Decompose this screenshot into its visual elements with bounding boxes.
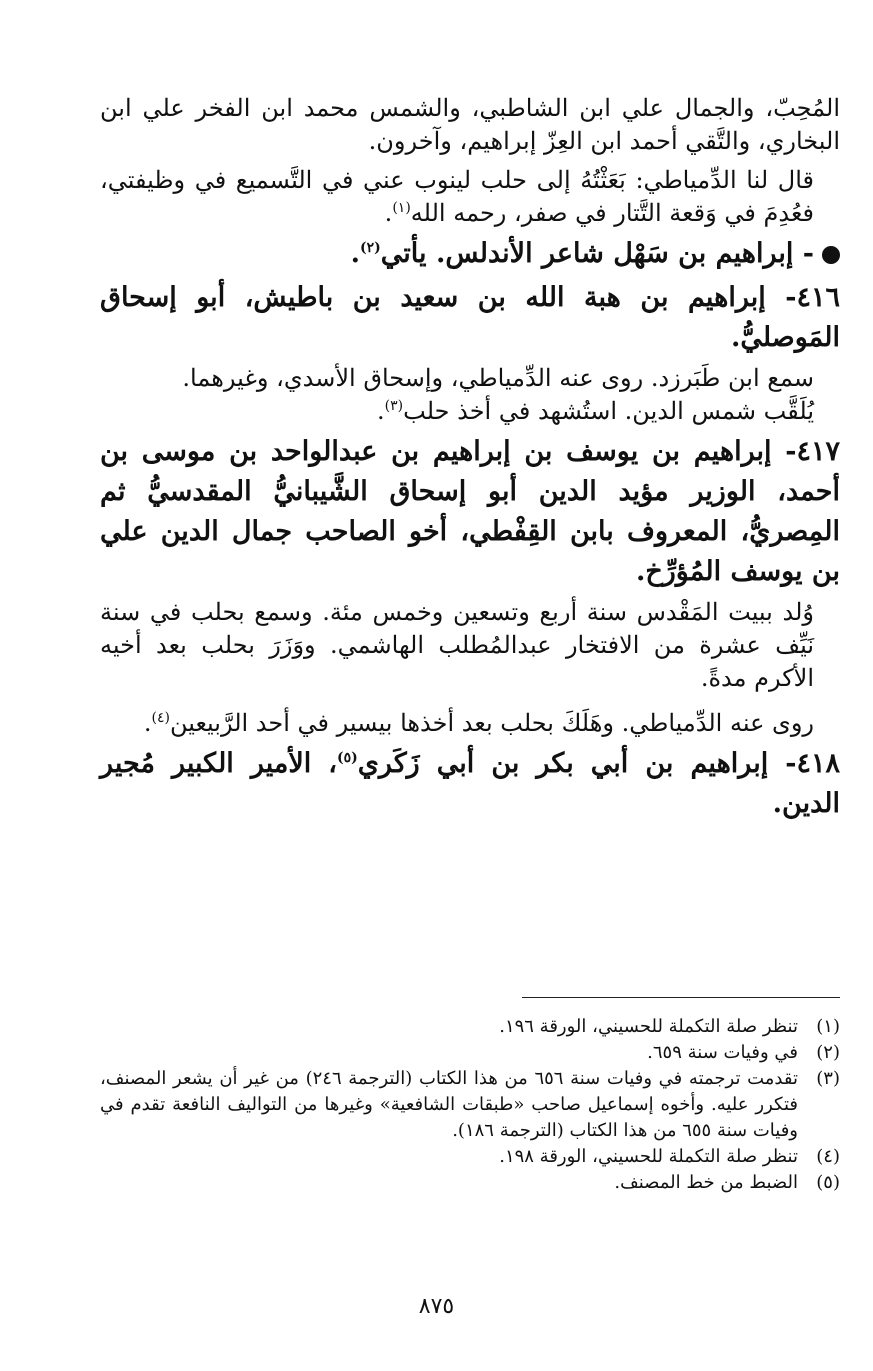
footnote-ref-3[interactable]: (٣) [384, 398, 404, 414]
entry-title: إبراهيم بن يوسف بن إبراهيم بن عبدالواحد بن موسى بن أحمد، الوزير مؤيد الدين أبو إسحاق الشَّيبانيُّ المقدسيُّ ثم المِصريُّ، المعروف بابن القِفْطي، أخو الصاحب جمال الدين علي بن يوسف المُؤرِّخ. [100, 436, 840, 587]
footnote-text: تنظر صلة التكملة للحسيني، الورقة ١٩٦. [499, 1016, 798, 1037]
entry-number: ٤١٨- [785, 748, 841, 779]
footnote-mark: (١) [816, 1016, 840, 1037]
entry-number: ٤١٦- [785, 282, 840, 313]
footnote-item [100, 1040, 840, 1066]
entry-417-heading [100, 432, 840, 592]
footnote-ref-2[interactable]: (٢) [360, 240, 381, 256]
entry-title: إبراهيم بن أبي بكر بن أبي زَكَري [357, 748, 769, 779]
paragraph-continuation: المُحِبّ، والجمال علي ابن الشاطبي، والشمس محمد ابن الفخر علي ابن البخاري، والتَّقي أحمد ابن العِزّ إبراهيم، وآخرون. [100, 94, 840, 155]
footnote-ref-5[interactable]: (٥) [337, 750, 358, 766]
footnote-mark: (٤) [816, 1146, 840, 1167]
entry-number: ٤١٧- [785, 436, 840, 467]
entry-416-heading [100, 278, 840, 358]
footnote-separator [522, 997, 840, 998]
paragraph-dimyati-quote: قال لنا الدِّمياطي: بَعَثْتُهُ إلى حلب لينوب عني في التَّسميع في وظيفتي، فعُدِمَ في وَقعة التَّتار في صفر، رحمه الله$^{(١)}$. [100, 166, 814, 227]
footnote-mark: (٥) [816, 1172, 840, 1193]
footnote-item [100, 1066, 840, 1144]
page-number: ٨٧٥ [418, 1294, 455, 1319]
entry-title-continued: ، الأمير الكبير مُجير الدين. [100, 748, 840, 819]
footnote-text: في وفيات سنة ٦٥٩. [647, 1042, 798, 1063]
footnote-item [100, 1170, 840, 1196]
footnote-item [100, 1144, 840, 1170]
entry-title: إبراهيم بن سَهْل شاعر الأندلس. يأتي [380, 238, 794, 269]
footnote-mark: (٣) [816, 1068, 840, 1089]
entry-bullet-ibrahim-ibn-sahl: - إبراهيم بن سَهْل شاعر الأندلس. يأتي$^{(٢)}$. [100, 234, 840, 274]
paragraph-text: قال لنا الدِّمياطي: بَعَثْتُهُ إلى حلب لينوب عني في التَّسميع في وظيفتي، فعُدِمَ في وَقعة التَّتار في صفر، رحمه الله [100, 166, 814, 227]
entry-418-heading [100, 744, 840, 824]
entry-416-paragraph-2: يُلَقَّب شمس الدين. استُشهد في أخذ حلب$^{(٣)}$. [377, 397, 814, 425]
footnotes [100, 1014, 840, 1196]
footnote-item [100, 1014, 840, 1040]
entry-417-paragraph-1: وُلد ببيت المَقْدس سنة أربع وتسعين وخمس مئة. وسمع بحلب في سنة نَيِّف عشرة من الافتخار عبدالمُطلب الهاشمي. ووَزَرَ بحلب بعد أخيه الأكرم مدةً. [100, 598, 814, 692]
footnote-text: الضبط من خط المصنف. [614, 1172, 798, 1193]
bullet-icon [822, 246, 840, 264]
entry-417-paragraph-2: روى عنه الدِّمياطي. وهَلَكَ بحلب بعد أخذها بيسير في أحد الرَّبيعين$^{(٤)}$. [143, 709, 814, 737]
footnote-ref-4[interactable]: (٤) [151, 710, 170, 726]
footnote-text: تنظر صلة التكملة للحسيني، الورقة ١٩٨. [499, 1146, 798, 1167]
entry-title: إبراهيم بن هبة الله بن سعيد بن باطيش، أبو إسحاق المَوصليُّ. [100, 282, 840, 353]
footnote-text: تقدمت ترجمته في وفيات سنة ٦٥٦ من هذا الكتاب (الترجمة ٢٤٦) من غير أن يشعر المصنف، فتكرر عليه. وأخوه إسماعيل صاحب «طبقات الشافعية» وغيرها من التواليف النافعة تقدم في وفيات سنة ٦٥٥ من هذا الكتاب (الترجمة ١٨٦). [100, 1068, 798, 1141]
entry-416-paragraph-1: سمع ابن طَبَرزد. روى عنه الدِّمياطي، وإسحاق الأسدي، وغيرهما. [182, 364, 814, 392]
footnote-ref-1[interactable]: (١) [392, 200, 411, 216]
footnote-mark: (٢) [816, 1042, 840, 1063]
